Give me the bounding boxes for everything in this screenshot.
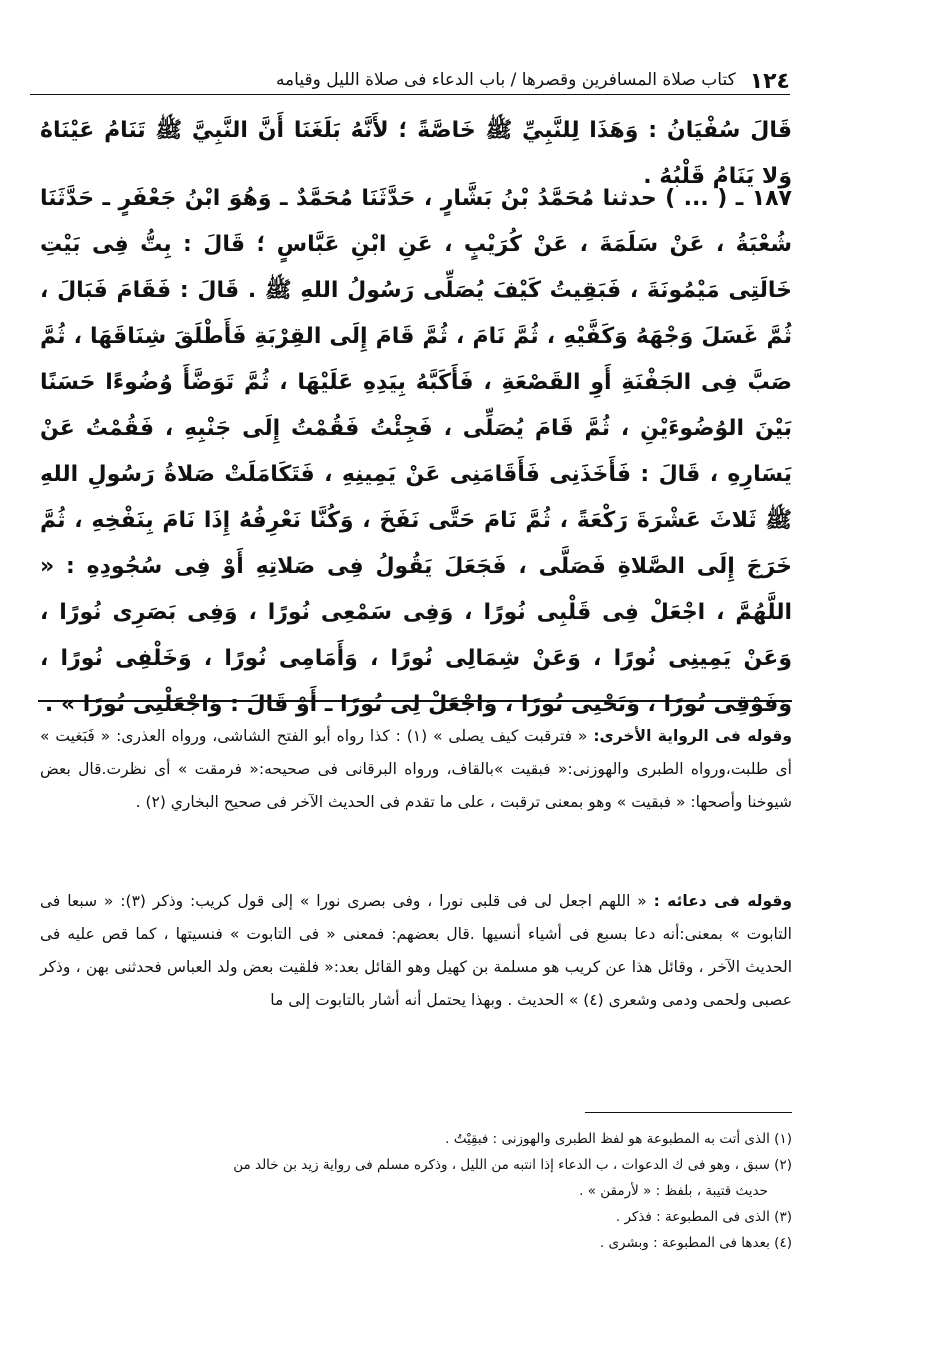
commentary-lead: وقوله فى دعائه : <box>653 892 792 910</box>
section-divider <box>38 700 792 702</box>
page-number: ١٢٤ <box>749 69 790 94</box>
commentary-paragraph <box>40 885 792 1017</box>
footnote-divider <box>585 1112 792 1113</box>
chapter-title: كتاب صلاة المسافرين وقصرها / باب الدعاء فى صلاة الليل وقيامه <box>275 70 736 90</box>
footnote-continuation: حديث قتيبة ، بلفظ : « لأرمقن » . <box>579 1183 768 1199</box>
footnotes <box>40 1126 792 1256</box>
running-header <box>30 54 790 95</box>
footnote: (٣) الذى فى المطبوعة : فذكر . <box>615 1209 792 1225</box>
commentary-body: « اللهم اجعل لى فى قلبى نورا ، وفى بصرى نورا » إلى قول كريب: وذكر (٣): « سبعا فى التابوت » بمعنى:أنه دعا بسبع فى أشياء أنسيها .قال بعضهم: فمعنى « فى التابوت » فنسيتها ، كما قص عليه فى الحديث الآخر ، وقائل هذا عن كريب هو مسلمة بن كهيل وهو القائل بعد:« فلقيت بعض ولد العباس فحدثنى بهن ، وذكر عصبى ولحمى ودمى وشعرى (٤) » الحديث . وبهذا يحتمل أنه أشار بالتابوت إلى ما <box>40 892 792 1009</box>
footnote: (٢) سبق ، وهو فى ك الدعوات ، ب الدعاء إذا انتبه من الليل ، وذكره مسلم فى رواية زيد بن خالد من <box>233 1157 792 1173</box>
hadith-main-text: ١٨٧ ـ ( ... ) حدثنا مُحَمَّدُ بْنُ بَشَّارٍ ، حَدَّثَنَا مُحَمَّدٌ ـ وَهُوَ ابْنُ جَعْفَرٍ ـ حَدَّثَنَا شُعْبَةُ ، عَنْ سَلَمَةَ ، عَنْ كُرَيْبٍ ، عَنِ ابْنِ عَبَّاسٍ ؛ قَالَ : بِتُّ فِى بَيْتِ خَالَتِى مَيْمُونَةَ ، فَبَقِيتُ كَيْفَ يُصَلِّى رَسُولُ اللهِ ﷺ . قَالَ : فَقَامَ فَبَالَ ، ثُمَّ غَسَلَ وَجْهَهُ وَكَفَّيْهِ ، ثُمَّ نَامَ ، ثُمَّ قَامَ إِلَى القِرْبَةِ فَأَطْلَقَ شِنَاقَهَا ، ثُمَّ صَبَّ فِى الجَفْنَةِ أَوِ القَصْعَةِ ، فَأَكَبَّهُ بِيَدِهِ عَلَيْهَا ، ثُمَّ تَوَضَّأَ وُضُوءًا حَسَنًا بَيْنَ الوُضُوءَيْنِ ، ثُمَّ قَامَ يُصَلِّى ، فَجِئْتُ فَقُمْتُ إِلَى جَنْبِهِ ، فَقُمْتُ عَنْ يَسَارِهِ ، قَالَ : فَأَخَذَنِى فَأَقَامَنِى عَنْ يَمِينِهِ ، فَتَكَامَلَتْ صَلاةُ رَسُولِ اللهِ ﷺ ثَلاثَ عَشْرَةَ رَكْعَةً ، ثُمَّ نَامَ حَتَّى نَفَخَ ، وَكُنَّا نَعْرِفُهُ إِذَا نَامَ بِنَفْخِهِ ، ثُمَّ خَرَجَ إِلَى الصَّلاةِ فَصَلَّى ، فَجَعَلَ يَقُولُ فِى صَلاتِهِ أَوْ فِى سُجُودِهِ : « اللَّهُمَّ ، اجْعَلْ فِى قَلْبِى نُورًا ، وَفِى سَمْعِى نُورًا ، وَفِى بَصَرِى نُورًا ، وَعَنْ يَمِينِى نُورًا ، وَعَنْ شِمَالِى نُورًا ، وَأَمَامِى نُورًا ، وَخَلْفِى نُورًا ، وَفَوْقِى نُورًا ، وَتَحْتِى نُورًا ، وَاجْعَلْ لِى نُورًا ـ أَوْ قَالَ : وَاجْعَلْنِى نُورًا » . <box>40 186 792 717</box>
commentary-body: « فترقبت كيف يصلى » (١) : كذا رواه أبو الفتح الشاشى، ورواه العذرى: « فَبَغيت » أى طلبت،ورواه الطبرى والهوزنى:« فبقيت »بالقاف، ورواه البرقانى فى صحيحه:« فرمقت » أى نظرت.قال بعض شيوخنا وأصحها: « فبقيت » وهو بمعنى ترقبت ، على ما تقدم فى الحديث الآخر فى صحيح البخاري (٢) . <box>40 727 792 811</box>
commentary-lead: وقوله فى الرواية الأخرى: <box>593 727 792 745</box>
hadith-intro-text: قَالَ سُفْيَانُ : وَهَذَا لِلنَّبِيِّ ﷺ خَاصَّةً ؛ لأَنَّهُ بَلَغَنَا أَنَّ النَّبِيَّ ﷺ تَنَامُ عَيْنَاهُ وَلا يَنَامُ قَلْبُهُ . <box>40 118 792 189</box>
footnote: (٤) بعدها فى المطبوعة : وبشرى . <box>599 1235 792 1251</box>
commentary-paragraph <box>40 720 792 819</box>
footnote: (١) الذى أتت به المطبوعة هو لفظ الطبرى والهوزنى : فبقِيْتُ . <box>445 1131 792 1147</box>
